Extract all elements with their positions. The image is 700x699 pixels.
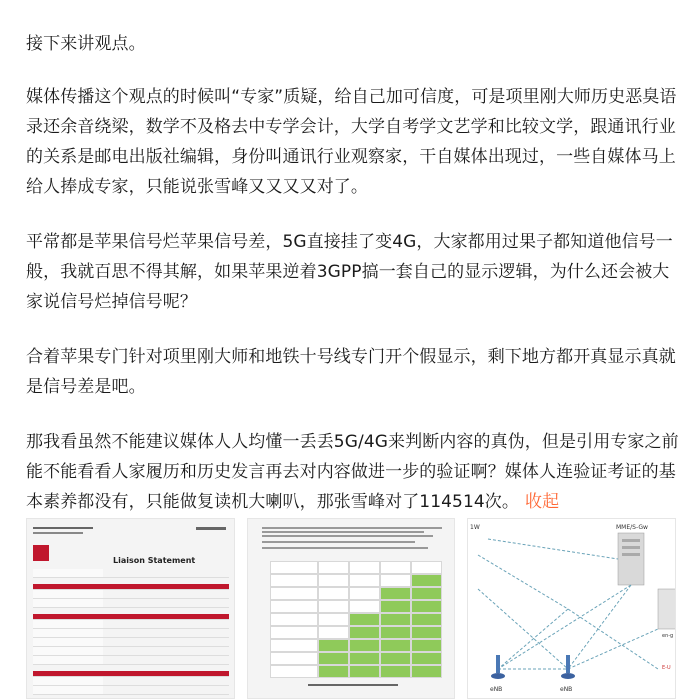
image-thumb-config-table[interactable] <box>247 518 455 699</box>
diagram-label-side: en-g <box>662 633 674 639</box>
image-gallery <box>26 518 676 699</box>
table-caption <box>308 684 398 686</box>
paragraph-5-text: 那我看虽然不能建议媒体人人均懂一丢丢5G/4G来判断内容的真伪，但是引用专家之前能不能看看人家履历和历史发言再去对内容做进一步的验证啊？媒体人连验证考证的基本素养都没有，只能做复读机大喇叭，那张雪峰对了114514次。 <box>26 432 679 512</box>
liaison-table <box>33 569 229 695</box>
diagram-label-enb-right: eNB <box>560 686 573 693</box>
paragraph-4: 合着苹果专门针对项里刚大师和地铁十号线专门开个假显示，剩下地方都开真显示真就是信号差是吧。 <box>26 347 676 397</box>
network-diagram <box>468 519 676 699</box>
doc-header-lines <box>33 525 93 534</box>
paragraph-2: 媒体传播这个观点的时候叫“专家”质疑，给自己加可信度，可是项里刚大师历史恶臭语录还余音绕梁，数学不及格去中专学会计，大学自考学文艺学和比较文学，跟通讯行业的关系是邮电出版社编辑，身份叫通讯行业观察家，干自媒体出现过，一些自媒体马上给人捧成专家，只能说张雪峰又又又又对了。 <box>26 87 677 197</box>
diagram-label-mme: MME/S-Gw <box>616 524 648 531</box>
diagram-label-side-2: E-U <box>662 665 671 671</box>
paragraph-5 <box>26 427 681 517</box>
collapse-link[interactable]: 收起 <box>525 492 560 512</box>
diagram-label-enb-left: eNB <box>490 686 503 693</box>
paragraph-3: 平常都是苹果信号烂苹果信号差，5G直接挂了变4G，大家都用过果子都知道他信号一般，我就百思不得其解，如果苹果逆着3GPP搞一套自己的显示逻辑，为什么还会被大家说信号烂掉信号呢？ <box>26 232 673 312</box>
table-preamble-text <box>262 525 442 551</box>
config-grid <box>270 561 442 681</box>
paragraph-1: 接下来讲观点。 <box>26 34 146 54</box>
gsma-logo-icon <box>33 545 49 561</box>
image-thumb-network-diagram[interactable] <box>467 518 676 699</box>
doc-number <box>196 527 226 530</box>
liaison-title: Liaison Statement <box>113 556 196 565</box>
diagram-label-top-left: 1W <box>470 524 480 531</box>
image-thumb-liaison-statement[interactable] <box>26 518 235 699</box>
